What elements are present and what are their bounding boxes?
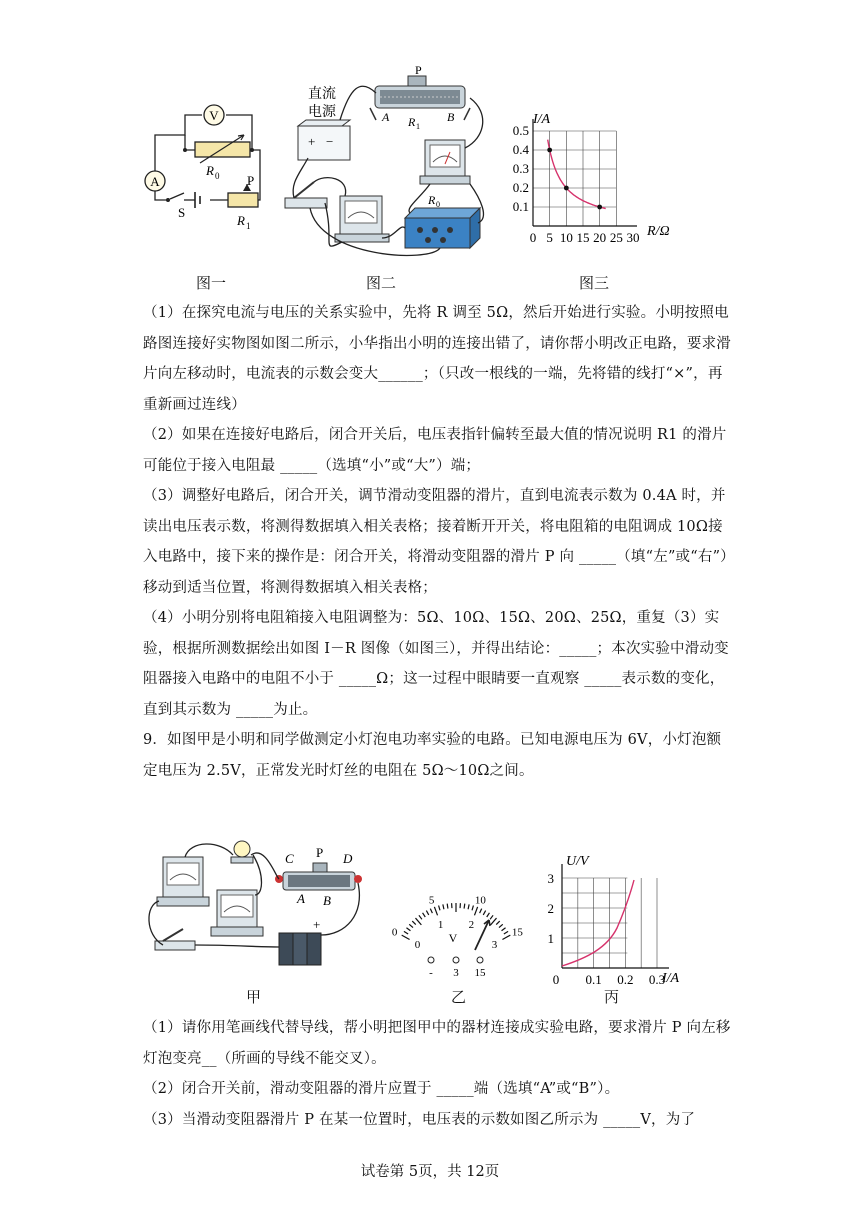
question-8-parts <box>143 298 733 786</box>
rheostat-r1-symbol <box>228 193 258 207</box>
resistor-r0-symbol <box>195 142 250 157</box>
bing-x-tick: 0.3 <box>648 972 666 985</box>
dial-tick <box>447 904 448 909</box>
q8-part-2: （2）如果在连接好电路后，闭合开关后，电压表指针偏转至最大值的情况说明 R1 的滑片可能位于接入电阻最 _____（选填“小”或“大”）端； <box>143 427 727 474</box>
r0-label: R <box>206 163 214 178</box>
q9-intro: 9．如图甲是小明和同学做测定小灯泡电功率实验的电路。已知电源电压为 6V，小灯泡额定电压为 2.5V，正常发光时灯丝的电阻在 5Ω～10Ω之间。 <box>143 732 722 779</box>
dial-tick <box>487 913 490 917</box>
dial-outer-label: 15 <box>511 926 523 939</box>
dial-outer-label: 0 <box>391 926 398 939</box>
dial-inner-label: 1 <box>437 918 444 931</box>
dial-tick <box>490 915 493 919</box>
dial-tick <box>480 909 482 914</box>
resistance-box-r0 <box>405 208 480 248</box>
data-point <box>597 205 602 210</box>
battery-device-jia <box>279 933 321 965</box>
q9-part-1: （1）请你用笔画线代替导线，帮小明把图甲中的器材连接成实验电路，要求滑片 P 向左移灯泡变亮__（所画的导线不能交叉）。 <box>143 1020 731 1067</box>
bing-x-tick: 0.2 <box>617 972 634 985</box>
y-tick-label: 0.1 <box>512 199 529 214</box>
fig2-p-label: P <box>415 63 422 77</box>
fig2-caption: 图二 <box>366 274 397 292</box>
voltmeter-dial-yi <box>383 870 538 980</box>
q8-part-4: （4）小明分别将电阻箱接入电阻调整为：5Ω、10Ω、15Ω、20Ω、25Ω，重复（3）实验，根据所测数据绘出如图 I－R 图像（如图三），并得出结论：_____；本次实验中滑动变阻器接入电路中的电阻不小于 _____Ω；这一过程中眼睛要一直观察 _____表示数的变化，直到其示数为 _____为止。 <box>143 610 729 718</box>
dial-tick <box>423 913 426 917</box>
fig2-r1-sub: 1 <box>416 122 420 131</box>
dial-needle <box>475 920 489 950</box>
data-point <box>547 148 552 153</box>
bing-y-tick: 1 <box>547 931 554 946</box>
jia-c-label: C <box>285 851 294 866</box>
dial-tick <box>419 915 422 919</box>
fig2-r1-label: R <box>408 115 416 129</box>
fig2-b-label: B <box>447 110 455 124</box>
dial-tick <box>483 911 485 915</box>
dial-tick <box>415 918 421 925</box>
ammeter-device <box>335 196 389 242</box>
jia-caption: 甲 <box>246 988 262 1006</box>
dial-outer-label: 5 <box>428 894 435 907</box>
x-tick-label: 0 <box>529 230 537 243</box>
jia-plus-label: + <box>313 917 321 932</box>
source-label-2: 电源 <box>308 105 336 120</box>
circuit-photo-fig2 <box>280 58 495 263</box>
dial-tick <box>474 907 477 915</box>
q9-part-2: （2）闭合开关前，滑动变阻器的滑片应置于 _____端（选填“A”或“B”）。 <box>143 1081 620 1097</box>
dial-tick <box>443 904 444 909</box>
y-tick-label: 0.5 <box>512 123 529 138</box>
dial-tick <box>491 918 497 925</box>
r1-sub: 1 <box>246 221 251 231</box>
circuit-diagram-fig1 <box>140 95 280 235</box>
jia-p-label: P <box>316 845 324 860</box>
dial-tick <box>426 911 428 915</box>
fig2-r0-sub: 0 <box>436 200 440 209</box>
bing-x-tick: 0 <box>552 972 560 985</box>
dial-unit: V <box>448 931 458 945</box>
y-tick-label: 0.2 <box>512 180 529 195</box>
fig3-x-label: R/Ω <box>647 224 670 239</box>
terminal-minus: - <box>429 967 433 979</box>
dial-tick <box>434 907 437 915</box>
jia-d-label: D <box>343 851 353 866</box>
r0-sub: 0 <box>215 171 220 181</box>
bing-caption: 丙 <box>604 988 620 1006</box>
dial-inner-label: 2 <box>468 918 475 931</box>
u-i-graph-bing <box>542 850 692 985</box>
source-minus: − <box>326 134 334 149</box>
terminal-3: 3 <box>453 967 459 979</box>
source-label: 直流 <box>308 87 336 102</box>
bing-x-tick: 0.1 <box>585 972 602 985</box>
dial-tick <box>409 924 413 927</box>
x-tick-label: 30 <box>626 230 640 243</box>
bing-y-tick: 3 <box>547 871 554 886</box>
ammeter-label: A <box>150 174 160 189</box>
dial-tick <box>430 909 432 914</box>
circuit-photo-jia <box>145 835 365 975</box>
dial-tick <box>406 928 410 931</box>
switch-label: S <box>178 205 186 220</box>
fig2-r0-label: R <box>428 193 436 207</box>
q9-part-3: （3）当滑动变阻器滑片 P 在某一位置时，电压表的示数如图乙所示为 _____V，为了 <box>143 1111 696 1128</box>
dial-inner-label: 0 <box>414 938 421 951</box>
i-r-graph-fig3 <box>505 108 675 243</box>
x-tick-label: 20 <box>593 230 607 243</box>
dial-tick <box>499 924 503 927</box>
dc-power-supply <box>298 120 350 160</box>
dial-tick <box>504 931 508 934</box>
dial-tick <box>472 905 473 910</box>
dial-tick <box>412 921 416 925</box>
slider-p-label: P <box>247 173 255 188</box>
dial-tick <box>496 921 500 925</box>
dial-inner-label: 3 <box>491 938 498 951</box>
dial-tick <box>502 928 506 931</box>
page-footer: 试卷第 5页，共 12页 <box>360 1164 500 1180</box>
dial-tick <box>464 904 465 909</box>
voltmeter-device-jia <box>211 890 263 936</box>
terminal-15: 15 <box>474 967 486 979</box>
rheostat-jia <box>275 863 362 890</box>
fig3-grid <box>533 119 637 226</box>
x-tick-label: 10 <box>559 230 573 243</box>
source-plus: + <box>308 134 316 149</box>
x-tick-label: 15 <box>576 230 590 243</box>
dial-tick <box>439 905 440 910</box>
question-9-parts <box>143 1013 733 1135</box>
bing-y-label: U/V <box>566 854 589 869</box>
voltmeter-device <box>420 140 470 184</box>
ammeter-device-jia <box>157 857 209 906</box>
fig3-y-label: I/A <box>533 112 551 127</box>
dial-tick <box>468 904 469 909</box>
y-tick-label: 0.3 <box>512 161 529 176</box>
switch-device-jia <box>155 929 195 950</box>
dial-tick <box>404 931 408 934</box>
q8-part-3: （3）调整好电路后，闭合开关，调节滑动变阻器的滑片，直到电流表示数为 0.4A 时，并读出电压表示数，将测得数据填入相关表格；接着断开开关，将电阻箱的电阻调成 10Ω接入电路中，接下来的操作是：闭合开关，将滑动变阻器的滑片 P 向 _____（填“左”或“右”）移动到适当位置，将测得数据填入相关表格； <box>143 488 728 596</box>
jia-b-label: B <box>323 893 331 908</box>
y-tick-label: 0.4 <box>512 142 529 157</box>
dial-tick <box>402 935 410 939</box>
fig3-caption: 图三 <box>579 274 610 292</box>
jia-a-label: A <box>297 891 305 906</box>
fig1-caption: 图一 <box>196 274 227 292</box>
x-tick-label: 5 <box>546 230 553 243</box>
x-tick-label: 25 <box>609 230 623 243</box>
bing-x-label: I/A <box>662 971 680 985</box>
data-point <box>564 186 569 191</box>
bing-y-tick: 2 <box>547 901 554 916</box>
fig2-a-label: A <box>382 110 390 124</box>
switch-device <box>285 182 327 208</box>
dial-outer-label: 10 <box>474 894 486 907</box>
r1-label: R <box>237 213 245 228</box>
q8-part-1: （1）在探究电流与电压的关系实验中，先将 R 调至 5Ω，然后开始进行实验。小明按照电路图连接好实物图如图二所示，小华指出小明的连接出错了，请你帮小明改正电路，要求滑片向左移动时，电流表的示数会变大______；（只改一根线的一端，先将错的线打“×”，再重新画过连线） <box>143 305 731 413</box>
bulb-icon <box>231 841 253 863</box>
yi-caption: 乙 <box>451 988 467 1006</box>
dial-tick <box>502 935 510 939</box>
voltmeter-label: V <box>209 108 219 123</box>
